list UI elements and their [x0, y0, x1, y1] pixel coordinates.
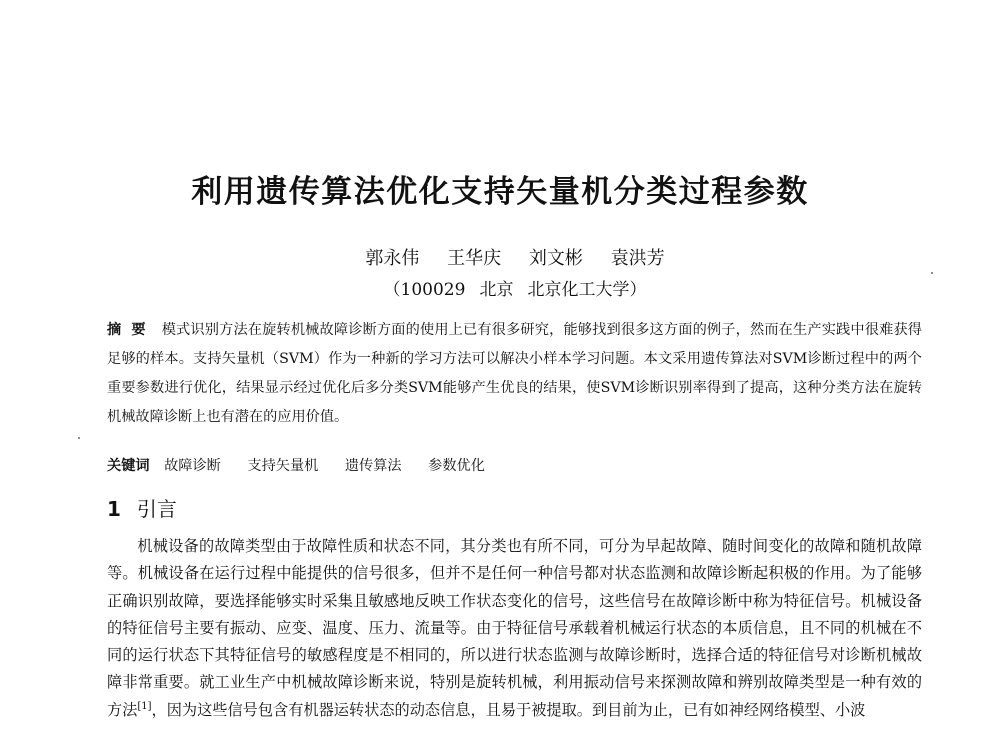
affiliation-city: 北京 — [479, 280, 514, 300]
scan-speck — [78, 437, 80, 439]
section-title: 引言 — [136, 497, 177, 521]
affiliation — [0, 277, 1000, 303]
keyword: 支持矢量机 — [247, 458, 319, 474]
scan-speck — [931, 272, 933, 274]
author-name: 刘文彬 — [528, 248, 583, 269]
body-text-continued: ，因为这些信号包含有机器运转状态的动态信息，且易于被提取。到目前为止，已有如神经网络模型、小波 — [151, 700, 866, 719]
section-number: 1 — [107, 497, 121, 521]
affiliation-institution: 北京化工大学） — [527, 280, 647, 300]
abstract-text: 模式识别方法在旋转机械故障诊断方面的使用上已有很多研究，能够找到很多这方面的例子，然而在生产实践中很难获得足够的样本。支持矢量机（SVM）作为一种新的学习方法可以解决小样本学习问题。本文采用遗传算法对SVM诊断过程中的两个重要参数进行优化，结果显示经过优化后多分类SVM能够产生优良的结果，使SVM诊断识别率得到了提高，这种分类方法在旋转机械故障诊断上也有潜在的应用价值。 — [107, 322, 922, 425]
citation-marker: [1] — [137, 700, 152, 712]
author-list — [0, 246, 1000, 272]
body-paragraph — [107, 533, 922, 724]
keyword: 故障诊断 — [164, 458, 221, 474]
affiliation-postcode: （100029 — [383, 280, 466, 300]
keyword: 遗传算法 — [344, 458, 402, 474]
abstract-label: 摘要 — [107, 322, 156, 338]
abstract — [107, 316, 922, 432]
body-text: 机械设备的故障类型由于故障性质和状态不同，其分类也有所不同，可分为早起故障、随时间变化的故障和随机故障等。机械设备在运行过程中能提供的信号很多，但并不是任何一种信号都对状态监测和故障诊断起积极的作用。为了能够正确识别故障，要选择能够实时采集且敏感地反映工作状态变化的信号，这些信号在故障诊断中称为特征信号。机械设备的特征信号主要有振动、应变、温度、压力、流量等。由于特征信号承载着机械运行状态的本质信息，且不同的机械在不同的运行状态下其特征信号的敏感程度是不相同的，所以进行状态监测与故障诊断时，选择合适的特征信号对诊断机械故障非常重要。就工业生产中机械故障诊断来说，特别是旋转机械，利用振动信号来探测故障和辨别故障类型是一种有效的方法 — [107, 537, 922, 719]
author-name: 袁洪芳 — [610, 248, 665, 269]
section-heading — [107, 495, 177, 523]
keywords-label: 关键词 — [107, 458, 150, 474]
author-name: 王华庆 — [447, 248, 502, 269]
paper-title: 利用遗传算法优化支持矢量机分类过程参数 — [191, 174, 809, 210]
keyword: 参数优化 — [428, 458, 485, 474]
author-name: 郭永伟 — [365, 248, 420, 269]
keywords — [107, 455, 922, 477]
